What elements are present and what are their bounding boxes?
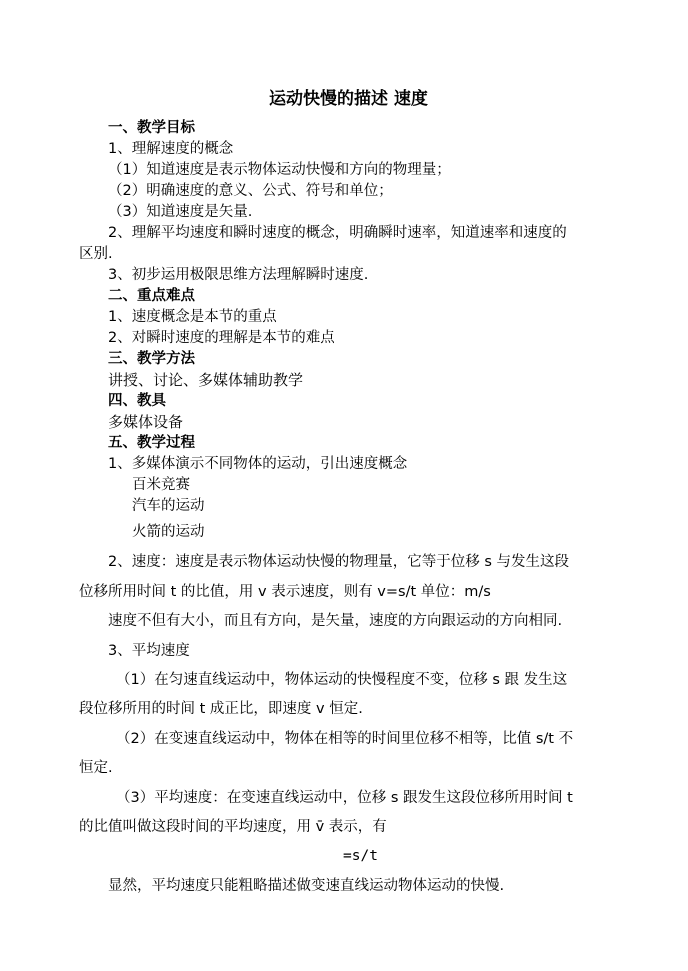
formula: =s/t — [343, 848, 378, 864]
text-line: 的比值叫做这段时间的平均速度，用 v̄ 表示，有 — [79, 819, 387, 835]
text-line: 段位移所用的时间 t 成正比，即速度 v 恒定. — [79, 701, 363, 717]
text-line: 恒定. — [79, 760, 113, 776]
text-line: （1）在匀速直线运动中，物体运动的快慢程度不变，位移 s 跟 发生这 — [116, 672, 568, 688]
section-heading-process: 五、教学过程 — [108, 435, 195, 451]
text-line: 1、速度概念是本节的重点 — [108, 309, 277, 325]
text-line: 2、对瞬时速度的理解是本节的难点 — [108, 330, 335, 346]
text-line: 位移所用时间 t 的比值，用 v 表示速度，则有 v=s/t 单位：m/s — [79, 584, 491, 600]
section-heading-methods: 三、教学方法 — [108, 351, 195, 367]
page-title: 运动快慢的描述 速度 — [269, 89, 428, 109]
text-line: 百米竞赛 — [132, 477, 190, 493]
section-heading-key-points: 二、重点难点 — [108, 288, 195, 304]
text-line: 速度不但有大小，而且有方向，是矢量，速度的方向跟运动的方向相同. — [108, 613, 563, 629]
text-line: （2）明确速度的意义、公式、符号和单位； — [108, 183, 393, 199]
text-line: 汽车的运动 — [132, 498, 205, 514]
text-line: 1、理解速度的概念 — [108, 141, 234, 157]
section-heading-objectives: 一、教学目标 — [108, 120, 195, 136]
text-line: 2、理解平均速度和瞬时速度的概念，明确瞬时速率，知道速率和速度的 — [108, 225, 567, 241]
text-line: 3、初步运用极限思维方法理解瞬时速度. — [108, 267, 369, 283]
text-line: （1）知道速度是表示物体运动快慢和方向的物理量； — [108, 162, 451, 178]
text-line: 显然，平均速度只能粗略描述做变速直线运动物体运动的快慢. — [108, 878, 505, 894]
text-line: （2）在变速直线运动中，物体在相等的时间里位移不相等，比值 s/t 不 — [116, 731, 574, 747]
text-line: 多媒体设备 — [108, 413, 184, 431]
section-heading-tools: 四、教具 — [108, 393, 166, 409]
text-line: （3）知道速度是矢量. — [108, 204, 253, 220]
text-line: 讲授、讨论、多媒体辅助教学 — [108, 371, 304, 389]
text-line: 火箭的运动 — [132, 524, 205, 540]
text-line: （3）平均速度：在变速直线运动中，位移 s 跟发生这段位移所用时间 t — [116, 790, 573, 806]
text-line: 1、多媒体演示不同物体的运动，引出速度概念 — [108, 456, 408, 472]
text-line: 区别. — [79, 246, 113, 262]
text-line: 3、平均速度 — [108, 643, 190, 659]
text-line: 2、速度：速度是表示物体运动快慢的物理量，它等于位移 s 与发生这段 — [108, 554, 569, 570]
